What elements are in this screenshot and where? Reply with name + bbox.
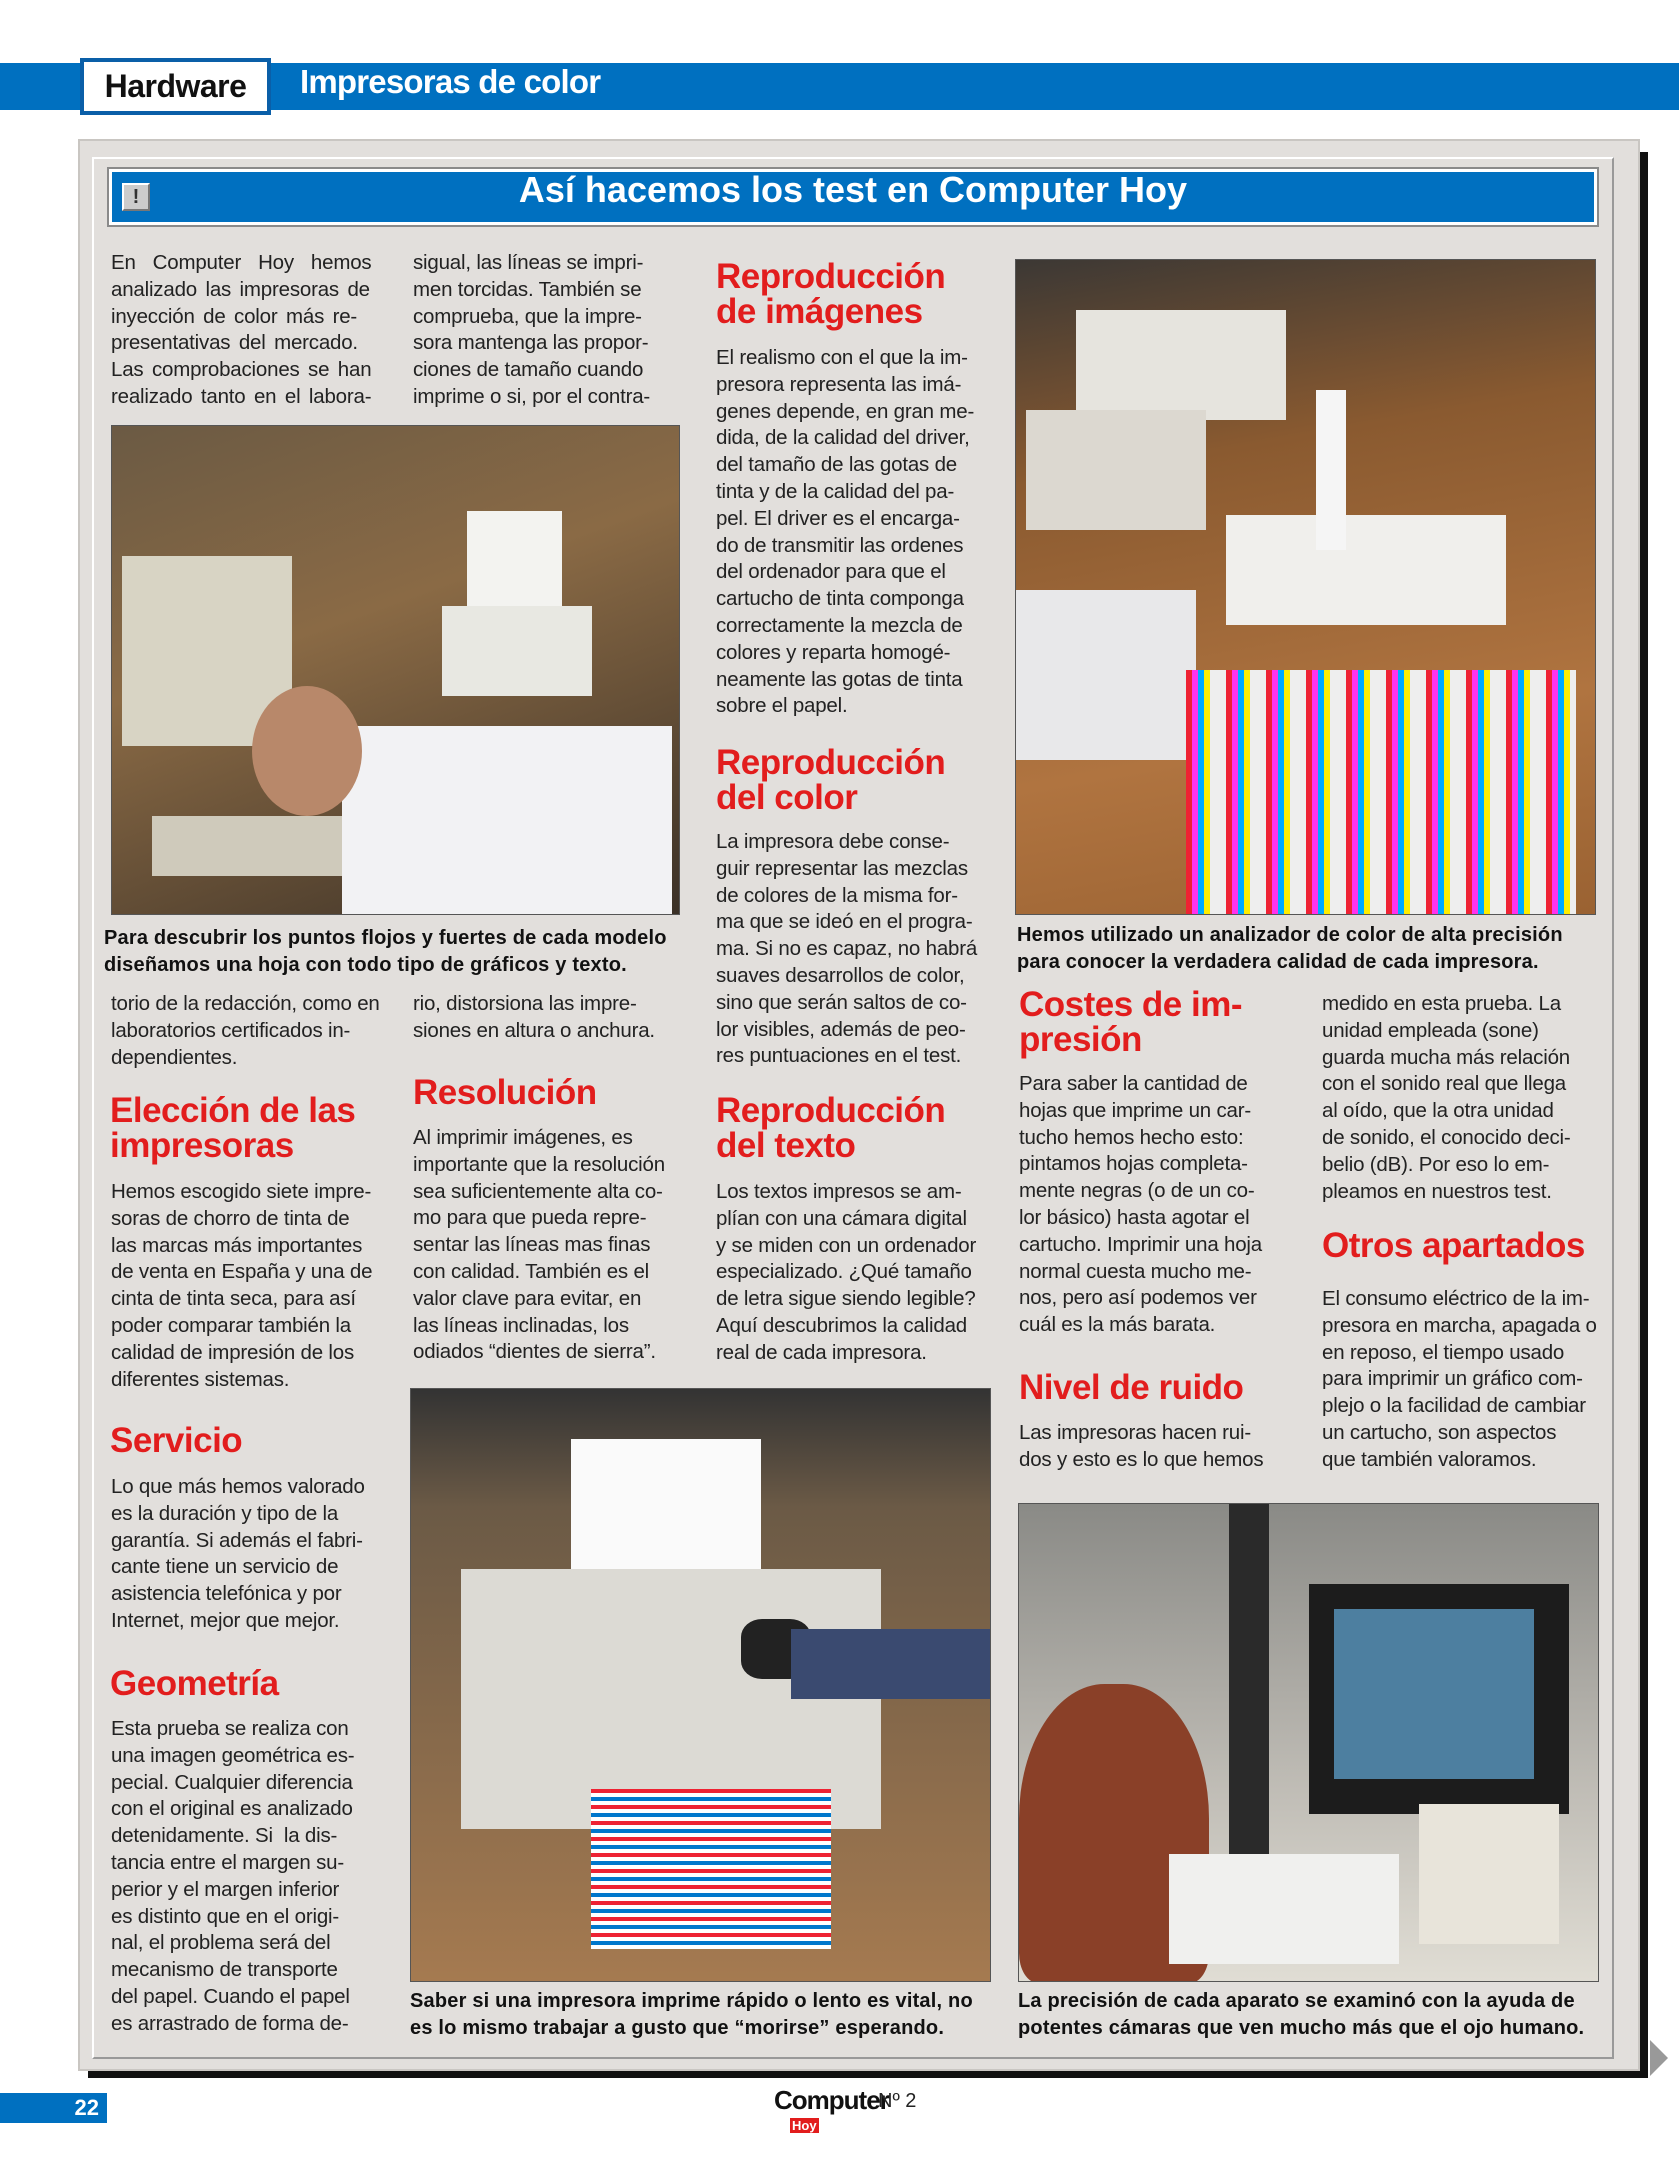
- intro-continued: torio de la redacción, como en laboratorios certificados in- dependientes.: [111, 992, 380, 1069]
- heading-servicio: Servicio: [110, 1421, 243, 1460]
- heading-imagenes: Reproducción de imágenes: [716, 257, 946, 331]
- caption-photo3: Saber si una impresora imprime rápido o lento es vital, no es lo mismo trabajar a gusto que “morirse” esperando.: [410, 1990, 973, 2039]
- brand-logo: Computer: [774, 2085, 889, 2115]
- heading-color: Reproducción del color: [716, 743, 946, 817]
- heading-otros: Otros apartados: [1322, 1226, 1585, 1265]
- heading-geometria: Geometría: [110, 1664, 279, 1703]
- photo-camera-inspection: [1018, 1503, 1599, 1982]
- heading-texto: Reproducción del texto: [716, 1091, 946, 1165]
- geometria-text: Esta prueba se realiza con una imagen geométrica es- pecial. Cualquier diferencia con el original es analizado detenidamente. Si la dis- tancia entre el margen su- perior y el margen inferior es distinto que en el origi- nal, el problema será del mecanismo de transporte del papel. Cuando el papel es arrastrado de forma de-: [111, 1717, 355, 2035]
- ruido-text: Las impresoras hacen rui- dos y esto es lo que hemos: [1019, 1421, 1264, 1471]
- caption-photo1: Para descubrir los puntos flojos y fuertes de cada modelo diseñamos una hoja con todo tipo de gráficos y texto.: [104, 927, 667, 976]
- caption-photo2: Hemos utilizado un analizador de color de alta precisión para conocer la verdadera calidad de cada impresora.: [1017, 924, 1563, 973]
- texto-text: Los textos impresos se am- plían con una cámara digital y se miden con un ordenador especializado. ¿Qué tamaño de letra sigue siendo legible? Aquí descubrimos la calidad real de cada impresora.: [716, 1180, 977, 1364]
- resolucion-text: Al imprimir imágenes, es importante que la resolución sea suficientemente alta co- mo para que pueda repre- sentar las líneas mas finas con calidad. También es el valor clave para evitar, en las líneas inclinadas, los odiados “dientes de sierra”.: [413, 1126, 665, 1364]
- exclamation-icon: !: [122, 183, 150, 211]
- brand-logo-sub: Hoy: [792, 2118, 817, 2133]
- heading-eleccion: Elección de las impresoras: [110, 1091, 356, 1165]
- issue-number: Nº 2: [878, 2090, 917, 2112]
- photo-color-analyzer: [1015, 259, 1596, 915]
- intro-text: En Computer Hoy hemos analizado las impresoras de inyección de color más re- presentativas del mercado. Las comprobaciones se han realizado tanto en el labora-: [111, 251, 372, 408]
- box-title: Así hacemos los test en Computer Hoy: [518, 169, 1188, 210]
- otros-text: El consumo eléctrico de la im- presora en marcha, apagada o en reposo, el tiempo usado para imprimir un gráfico com- plejo o la facilidad de cambiar un cartucho, son aspectos que también valoramos.: [1322, 1287, 1597, 1471]
- page-number: 22: [0, 2093, 107, 2123]
- col2-continued: rio, distorsiona las impre- siones en altura o anchura.: [413, 992, 655, 1042]
- imagenes-text: El realismo con el que la im- presora representa las imá- genes depende, en gran me- dida, de la calidad del driver, del tamaño de las gotas de tinta y de la calidad del pa- pel. El driver es el encarga- do de transmitir las ordenes del ordenador para que el cartucho de tinta componga correctamente la mezcla de colores y reparta homogé- neamente las gotas de tinta sobre el papel.: [716, 346, 975, 718]
- photo-printer-stopwatch: [410, 1388, 991, 1982]
- servicio-text: Lo que más hemos valorado es la duración y tipo de la garantía. Si además el fabri- cante tiene un servicio de asistencia telefónica y por Internet, mejor que mejor.: [111, 1475, 365, 1632]
- heading-resolucion: Resolución: [413, 1073, 597, 1112]
- caption-photo4: La precisión de cada aparato se examinó con la ayuda de potentes cámaras que ven mucho más que el ojo humano.: [1018, 1990, 1585, 2039]
- eleccion-text: Hemos escogido siete impre- soras de chorro de tinta de las marcas más importantes de venta en España y una de cinta de tinta seca, para así poder comparar también la calidad de impresión de los diferentes sistemas.: [111, 1180, 373, 1391]
- photo-tester-at-desk: [111, 425, 680, 915]
- section-title: Impresoras de color: [300, 63, 601, 100]
- costes-text: Para saber la cantidad de hojas que imprime un car- tucho hemos hecho esto: pintamos hojas completa- mente negras (o de un co- lor básico) hasta agotar el cartucho. Imprimir una hoja normal cuesta mucho me- nos, pero así podemos ver cuál es la más barata.: [1019, 1072, 1262, 1337]
- next-page-arrow-icon: [1650, 2040, 1668, 2076]
- heading-ruido: Nivel de ruido: [1019, 1368, 1244, 1407]
- col2-intro-text: sigual, las líneas se impri- men torcidas. También se comprueba, que la impre- sora mantenga las propor- ciones de tamaño cuando imprime o si, por el contra-: [413, 251, 651, 408]
- heading-costes: Costes de im- presión: [1019, 985, 1242, 1059]
- color-text: La impresora debe conse- guir representar las mezclas de colores de la misma for- ma que se ideó en el progra- ma. Si no es capaz, no habrá suaves desarrollos de color, sino que serán saltos de co- lor visibles, además de peo- res puntuaciones en el test.: [716, 830, 978, 1068]
- ruido-continued: medido en esta prueba. La unidad empleada (sone) guarda mucha más relación con el sonido real que llega al oído, que la otra unidad de sonido, el conocido deci- belio (dB). Por eso lo em- pleamos en nuestros test.: [1322, 992, 1571, 1203]
- category-label: Hardware: [80, 58, 271, 115]
